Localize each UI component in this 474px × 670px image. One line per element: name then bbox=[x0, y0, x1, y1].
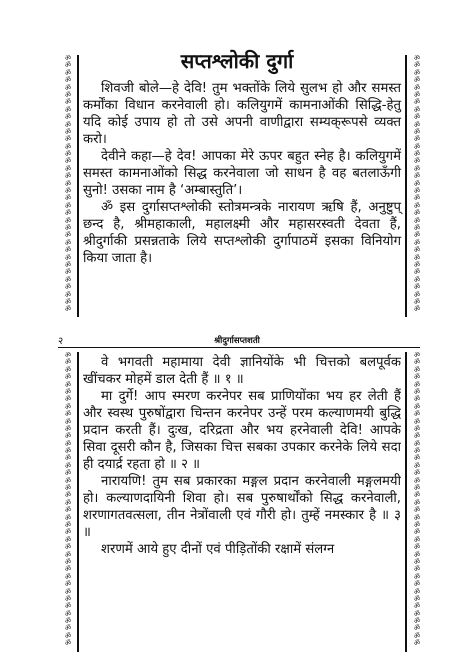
om-border-glyph: ॐ bbox=[413, 113, 421, 122]
om-border-glyph: ॐ bbox=[413, 55, 421, 62]
om-border-glyph: ॐ bbox=[64, 127, 72, 136]
om-border-glyph: ॐ bbox=[413, 164, 421, 173]
om-border-glyph: ॐ bbox=[64, 432, 72, 441]
om-border-glyph: ॐ bbox=[413, 387, 421, 396]
om-border-glyph: ॐ bbox=[64, 98, 72, 107]
om-border-glyph: ॐ bbox=[64, 624, 72, 633]
right-om-border bbox=[411, 352, 423, 652]
page-title: सप्तश्लोकी दुर्गा bbox=[180, 49, 294, 73]
om-border-glyph: ॐ bbox=[64, 535, 72, 544]
om-border-glyph: ॐ bbox=[413, 624, 421, 633]
om-border-glyph: ॐ bbox=[64, 402, 72, 411]
om-border-glyph: ॐ bbox=[64, 246, 72, 255]
om-border-glyph: ॐ bbox=[64, 373, 72, 382]
top-page bbox=[0, 0, 474, 325]
om-border-glyph: ॐ bbox=[413, 565, 421, 574]
om-border-glyph: ॐ bbox=[64, 543, 72, 552]
om-border-glyph: ॐ bbox=[64, 113, 72, 122]
om-border-glyph: ॐ bbox=[64, 528, 72, 537]
om-border-glyph: ॐ bbox=[413, 76, 421, 85]
om-border-glyph: ॐ bbox=[413, 275, 421, 284]
om-border-glyph: ॐ bbox=[413, 253, 421, 262]
om-border-glyph: ॐ bbox=[413, 550, 421, 559]
om-border-glyph: ॐ bbox=[413, 447, 421, 456]
om-border-glyph: ॐ bbox=[64, 469, 72, 478]
om-border-glyph: ॐ bbox=[64, 358, 72, 367]
om-border-glyph: ॐ bbox=[64, 365, 72, 374]
left-om-border bbox=[62, 55, 74, 317]
om-border-glyph: ॐ bbox=[64, 498, 72, 507]
om-border-glyph: ॐ bbox=[413, 268, 421, 277]
om-border-glyph: ॐ bbox=[413, 179, 421, 188]
om-border-glyph: ॐ bbox=[413, 617, 421, 626]
top-text bbox=[83, 80, 401, 267]
om-border-glyph: ॐ bbox=[64, 550, 72, 559]
om-border-glyph: ॐ bbox=[64, 120, 72, 129]
om-border-glyph: ॐ bbox=[64, 275, 72, 284]
om-border-glyph: ॐ bbox=[64, 55, 72, 62]
om-border-glyph: ॐ bbox=[64, 172, 72, 181]
om-border-glyph: ॐ bbox=[64, 268, 72, 277]
om-border-glyph: ॐ bbox=[64, 142, 72, 151]
om-border-glyph: ॐ bbox=[413, 90, 421, 99]
om-border-glyph: ॐ bbox=[64, 216, 72, 225]
om-border-glyph: ॐ bbox=[64, 135, 72, 144]
paragraph: वे भगवती महामाया देवी ज्ञानियोंके भी चित्तको बलपूर्वक खींचकर मोहमें डाल देती हैं ॥ १ ॥ bbox=[83, 355, 401, 387]
om-border-glyph: ॐ bbox=[413, 587, 421, 596]
om-border-glyph: ॐ bbox=[64, 447, 72, 456]
om-border-glyph: ॐ bbox=[413, 424, 421, 433]
om-border-glyph: ॐ bbox=[64, 352, 72, 359]
om-border-glyph: ॐ bbox=[64, 580, 72, 589]
om-border-glyph: ॐ bbox=[413, 98, 421, 107]
om-border-glyph: ॐ bbox=[413, 609, 421, 618]
om-border-glyph: ॐ bbox=[413, 365, 421, 374]
right-om-border bbox=[411, 55, 423, 317]
om-border-glyph: ॐ bbox=[64, 454, 72, 463]
om-border-glyph: ॐ bbox=[64, 283, 72, 292]
om-border-glyph: ॐ bbox=[413, 557, 421, 566]
om-border-glyph: ॐ bbox=[413, 201, 421, 210]
om-border-glyph: ॐ bbox=[64, 105, 72, 114]
paragraph: शिवजी बोले—हे देवि! तुम भक्तोंके लिये सुलभ हो और समस्त कर्मोंका विधान करनेवाली हो। कलियुगमें कामनाओंकी सिद्धि-हेतु यदि कोई उपाय हो तो उसे अपनी वाणीद्वारा सम्यक्‌रूपसे व्यक्त करो। bbox=[83, 81, 401, 147]
om-border-glyph: ॐ bbox=[413, 246, 421, 255]
om-border-glyph: ॐ bbox=[413, 513, 421, 522]
om-border-glyph: ॐ bbox=[64, 557, 72, 566]
om-border-glyph: ॐ bbox=[413, 417, 421, 426]
om-border-glyph: ॐ bbox=[64, 461, 72, 470]
bottom-text bbox=[83, 354, 401, 654]
om-border-glyph: ॐ bbox=[413, 639, 421, 648]
om-border-glyph: ॐ bbox=[64, 209, 72, 218]
om-border-glyph: ॐ bbox=[413, 142, 421, 151]
om-border-glyph: ॐ bbox=[413, 410, 421, 419]
om-border-glyph: ॐ bbox=[413, 216, 421, 225]
om-border-glyph: ॐ bbox=[413, 127, 421, 136]
om-border-glyph: ॐ bbox=[413, 68, 421, 77]
om-border-glyph: ॐ bbox=[413, 631, 421, 640]
om-border-glyph: ॐ bbox=[64, 631, 72, 640]
om-border-glyph: ॐ bbox=[64, 223, 72, 232]
om-border-glyph: ॐ bbox=[64, 238, 72, 247]
om-border-glyph: ॐ bbox=[413, 476, 421, 485]
om-border-glyph: ॐ bbox=[64, 201, 72, 210]
om-border-glyph: ॐ bbox=[64, 157, 72, 166]
right-border-rule bbox=[405, 352, 407, 652]
om-border-glyph: ॐ bbox=[64, 305, 72, 314]
om-border-glyph: ॐ bbox=[413, 150, 421, 159]
page-number: २ bbox=[58, 336, 64, 347]
om-border-glyph: ॐ bbox=[413, 543, 421, 552]
om-border-glyph: ॐ bbox=[413, 373, 421, 382]
om-border-glyph: ॐ bbox=[413, 580, 421, 589]
om-border-glyph: ॐ bbox=[413, 520, 421, 529]
om-border-glyph: ॐ bbox=[413, 120, 421, 129]
om-border-glyph: ॐ bbox=[64, 587, 72, 596]
om-border-glyph: ॐ bbox=[64, 565, 72, 574]
om-border-glyph: ॐ bbox=[413, 358, 421, 367]
om-border-glyph: ॐ bbox=[64, 410, 72, 419]
om-border-glyph: ॐ bbox=[413, 283, 421, 292]
om-border-glyph: ॐ bbox=[413, 594, 421, 603]
om-border-glyph: ॐ bbox=[413, 172, 421, 181]
om-border-glyph: ॐ bbox=[413, 528, 421, 537]
paragraph: मा दुर्गे! आप स्मरण करनेपर सब प्राणियोंका भय हर लेती हैं और स्वस्थ पुरुषोंद्वारा चिन्तन करनेपर उन्हें परम कल्याणमयी बुद्धि प्रदान करती हैं। दुःख, दरिद्रता और भय हरनेवाली देवि! आपके सिवा दूसरी कौन है, जिसका चित्त सबका उपकार करनेके लिये सदा ही दयार्द्र रहता हो ॥ २ ॥ bbox=[83, 389, 401, 472]
om-border-glyph: ॐ bbox=[64, 617, 72, 626]
om-border-glyph: ॐ bbox=[64, 68, 72, 77]
om-border-glyph: ॐ bbox=[64, 150, 72, 159]
om-border-glyph: ॐ bbox=[413, 238, 421, 247]
om-border-glyph: ॐ bbox=[413, 194, 421, 203]
om-border-glyph: ॐ bbox=[64, 609, 72, 618]
om-border-glyph: ॐ bbox=[413, 439, 421, 448]
om-border-glyph: ॐ bbox=[64, 297, 72, 306]
om-border-glyph: ॐ bbox=[64, 90, 72, 99]
right-border-rule bbox=[405, 55, 407, 317]
om-border-glyph: ॐ bbox=[413, 260, 421, 269]
om-border-glyph: ॐ bbox=[64, 179, 72, 188]
om-border-glyph: ॐ bbox=[413, 484, 421, 493]
header-rule bbox=[58, 347, 420, 348]
om-border-glyph: ॐ bbox=[64, 61, 72, 70]
om-border-glyph: ॐ bbox=[64, 439, 72, 448]
om-border-glyph: ॐ bbox=[64, 506, 72, 515]
om-border-glyph: ॐ bbox=[413, 223, 421, 232]
om-border-glyph: ॐ bbox=[413, 506, 421, 515]
paragraph: ॐ इस दुर्गासप्तश्लोकी स्तोत्रमन्त्रके नारायण ऋषि हैं, अनुष्टुप् छन्द है, श्रीमहाकाली, महालक्ष्मी और महासरस्वती देवता हैं, श्रीदुर्गाकी प्रसन्नताके लिये सप्तश्लोकी दुर्गापाठमें इसका विनियोग किया जाता है। bbox=[83, 200, 401, 266]
left-border-rule bbox=[77, 55, 79, 317]
om-border-glyph: ॐ bbox=[64, 639, 72, 648]
om-border-glyph: ॐ bbox=[64, 484, 72, 493]
om-border-glyph: ॐ bbox=[64, 260, 72, 269]
om-border-glyph: ॐ bbox=[413, 83, 421, 92]
om-border-glyph: ॐ bbox=[413, 157, 421, 166]
paragraph: शरणमें आये हुए दीनों एवं पीड़ितोंकी रक्षामें संलग्न bbox=[101, 542, 335, 557]
om-border-glyph: ॐ bbox=[64, 594, 72, 603]
om-border-glyph: ॐ bbox=[64, 424, 72, 433]
om-border-glyph: ॐ bbox=[413, 602, 421, 611]
om-border-glyph: ॐ bbox=[64, 194, 72, 203]
om-border-glyph: ॐ bbox=[64, 476, 72, 485]
om-border-glyph: ॐ bbox=[413, 209, 421, 218]
left-border-rule bbox=[77, 352, 79, 652]
om-border-glyph: ॐ bbox=[64, 164, 72, 173]
om-border-glyph: ॐ bbox=[413, 572, 421, 581]
om-border-glyph: ॐ bbox=[413, 380, 421, 389]
om-border-glyph: ॐ bbox=[413, 432, 421, 441]
om-border-glyph: ॐ bbox=[413, 105, 421, 114]
left-om-border bbox=[62, 352, 74, 652]
om-border-glyph: ॐ bbox=[413, 395, 421, 404]
om-border-glyph: ॐ bbox=[413, 498, 421, 507]
om-border-glyph: ॐ bbox=[64, 417, 72, 426]
om-border-glyph: ॐ bbox=[413, 305, 421, 314]
om-border-glyph: ॐ bbox=[64, 513, 72, 522]
om-border-glyph: ॐ bbox=[64, 572, 72, 581]
om-border-glyph: ॐ bbox=[64, 231, 72, 240]
om-border-glyph: ॐ bbox=[64, 290, 72, 299]
om-border-glyph: ॐ bbox=[64, 602, 72, 611]
om-border-glyph: ॐ bbox=[413, 461, 421, 470]
om-border-glyph: ॐ bbox=[413, 61, 421, 70]
om-border-glyph: ॐ bbox=[413, 469, 421, 478]
om-border-glyph: ॐ bbox=[64, 491, 72, 500]
om-border-glyph: ॐ bbox=[413, 402, 421, 411]
om-border-glyph: ॐ bbox=[413, 187, 421, 196]
om-border-glyph: ॐ bbox=[64, 83, 72, 92]
om-border-glyph: ॐ bbox=[413, 135, 421, 144]
om-border-glyph: ॐ bbox=[64, 253, 72, 262]
om-border-glyph: ॐ bbox=[64, 187, 72, 196]
om-border-glyph: ॐ bbox=[413, 535, 421, 544]
om-border-glyph: ॐ bbox=[413, 290, 421, 299]
paragraph: देवीने कहा—हे देव! आपका मेरे ऊपर बहुत स्नेह है। कलियुगमें समस्त कामनाओंको सिद्ध करनेवाला जो साधन है वह बतलाऊँगी सुनो! उसका नाम है ‘अम्बास्तुति’। bbox=[83, 149, 401, 198]
om-border-glyph: ॐ bbox=[64, 520, 72, 529]
om-border-glyph: ॐ bbox=[413, 297, 421, 306]
om-border-glyph: ॐ bbox=[413, 352, 421, 359]
paragraph: नारायणि! तुम सब प्रकारका मङ्गल प्रदान करनेवाली मङ्गलमयी हो। कल्याणदायिनी शिवा हो। सब पुरुषार्थोंको सिद्ध करनेवाली, शरणागतवत्सला, तीन नेत्रोंवाली एवं गौरी हो। तुम्हें नमस्कार है ॥ ३ ॥ bbox=[83, 474, 401, 540]
om-border-glyph: ॐ bbox=[64, 76, 72, 85]
om-border-glyph: ॐ bbox=[413, 231, 421, 240]
om-border-glyph: ॐ bbox=[413, 491, 421, 500]
om-border-glyph: ॐ bbox=[413, 454, 421, 463]
om-border-glyph: ॐ bbox=[64, 395, 72, 404]
om-border-glyph: ॐ bbox=[64, 380, 72, 389]
running-head: श्रीदुर्गासप्तशती bbox=[214, 336, 260, 346]
om-border-glyph: ॐ bbox=[64, 387, 72, 396]
